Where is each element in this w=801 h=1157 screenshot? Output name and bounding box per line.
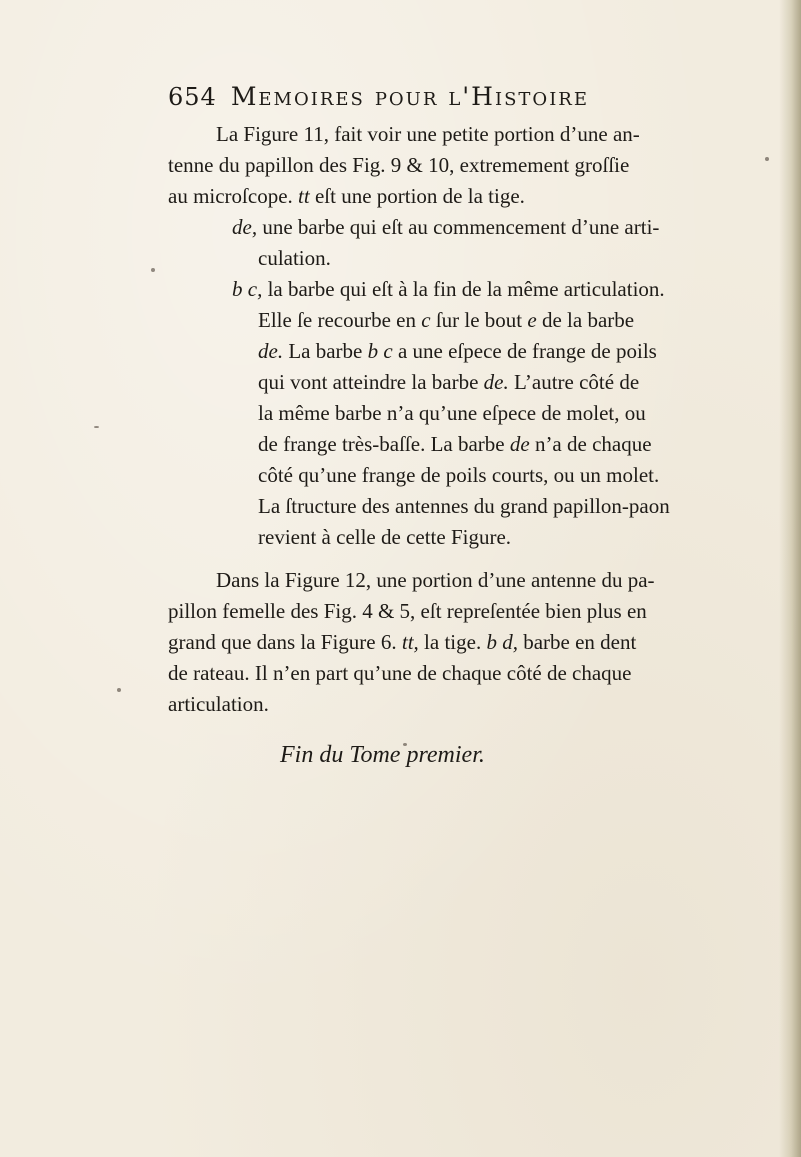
text-line: articulation. (168, 692, 269, 716)
text-line: de rateau. Il n’en part qu’une de chaque côté de chaque (168, 661, 632, 685)
text-line: La ſtructure des antennes du grand papillon-paon (258, 494, 670, 518)
text-line: Elle ſe recourbe en c ſur le bout e de la barbe (258, 308, 635, 332)
text-line: tenne du papillon des Fig. 9 & 10, extremement groſſie (168, 153, 630, 177)
running-header (168, 82, 589, 111)
ink-speck (117, 688, 121, 692)
page-number: 654 (168, 83, 217, 111)
text-line: de. La barbe b c a une eſpece de frange de poils (258, 339, 657, 363)
text-line: pillon femelle des Fig. 4 & 5, eſt repreſentée bien plus en (168, 599, 647, 623)
text-line: de frange très-baſſe. La barbe de n’a de chaque (258, 432, 652, 456)
ink-speck (151, 268, 155, 272)
page-edge-shadow (779, 0, 801, 1157)
text-line: culation. (258, 246, 331, 270)
ink-speck (94, 426, 99, 428)
text-line: qui vont atteindre la barbe de. L’autre côté de (258, 370, 640, 394)
text-line: La Figure 11, fait voir une petite portion d’une an- (216, 122, 640, 146)
text-line: grand que dans la Figure 6. tt, la tige. b d, barbe en dent (168, 630, 637, 654)
text-line: b c, la barbe qui eſt à la fin de la même articulation. (232, 277, 665, 301)
text-line: revient à celle de cette Figure. (258, 525, 512, 549)
closing-line: Fin du Tome premier. (280, 742, 485, 768)
running-title: Memoires pour l'Histoire (230, 82, 589, 111)
text-line: la même barbe n’a qu’une eſpece de molet, ou (258, 401, 646, 425)
ink-speck (765, 157, 769, 161)
text-line: Dans la Figure 12, une portion d’une antenne du pa- (216, 568, 655, 592)
text-line: de, une barbe qui eſt au commencement d’une arti- (232, 215, 660, 239)
text-line: au microſcope. tt eſt une portion de la tige. (168, 184, 525, 208)
text-line: côté qu’une frange de poils courts, ou un molet. (258, 463, 660, 487)
